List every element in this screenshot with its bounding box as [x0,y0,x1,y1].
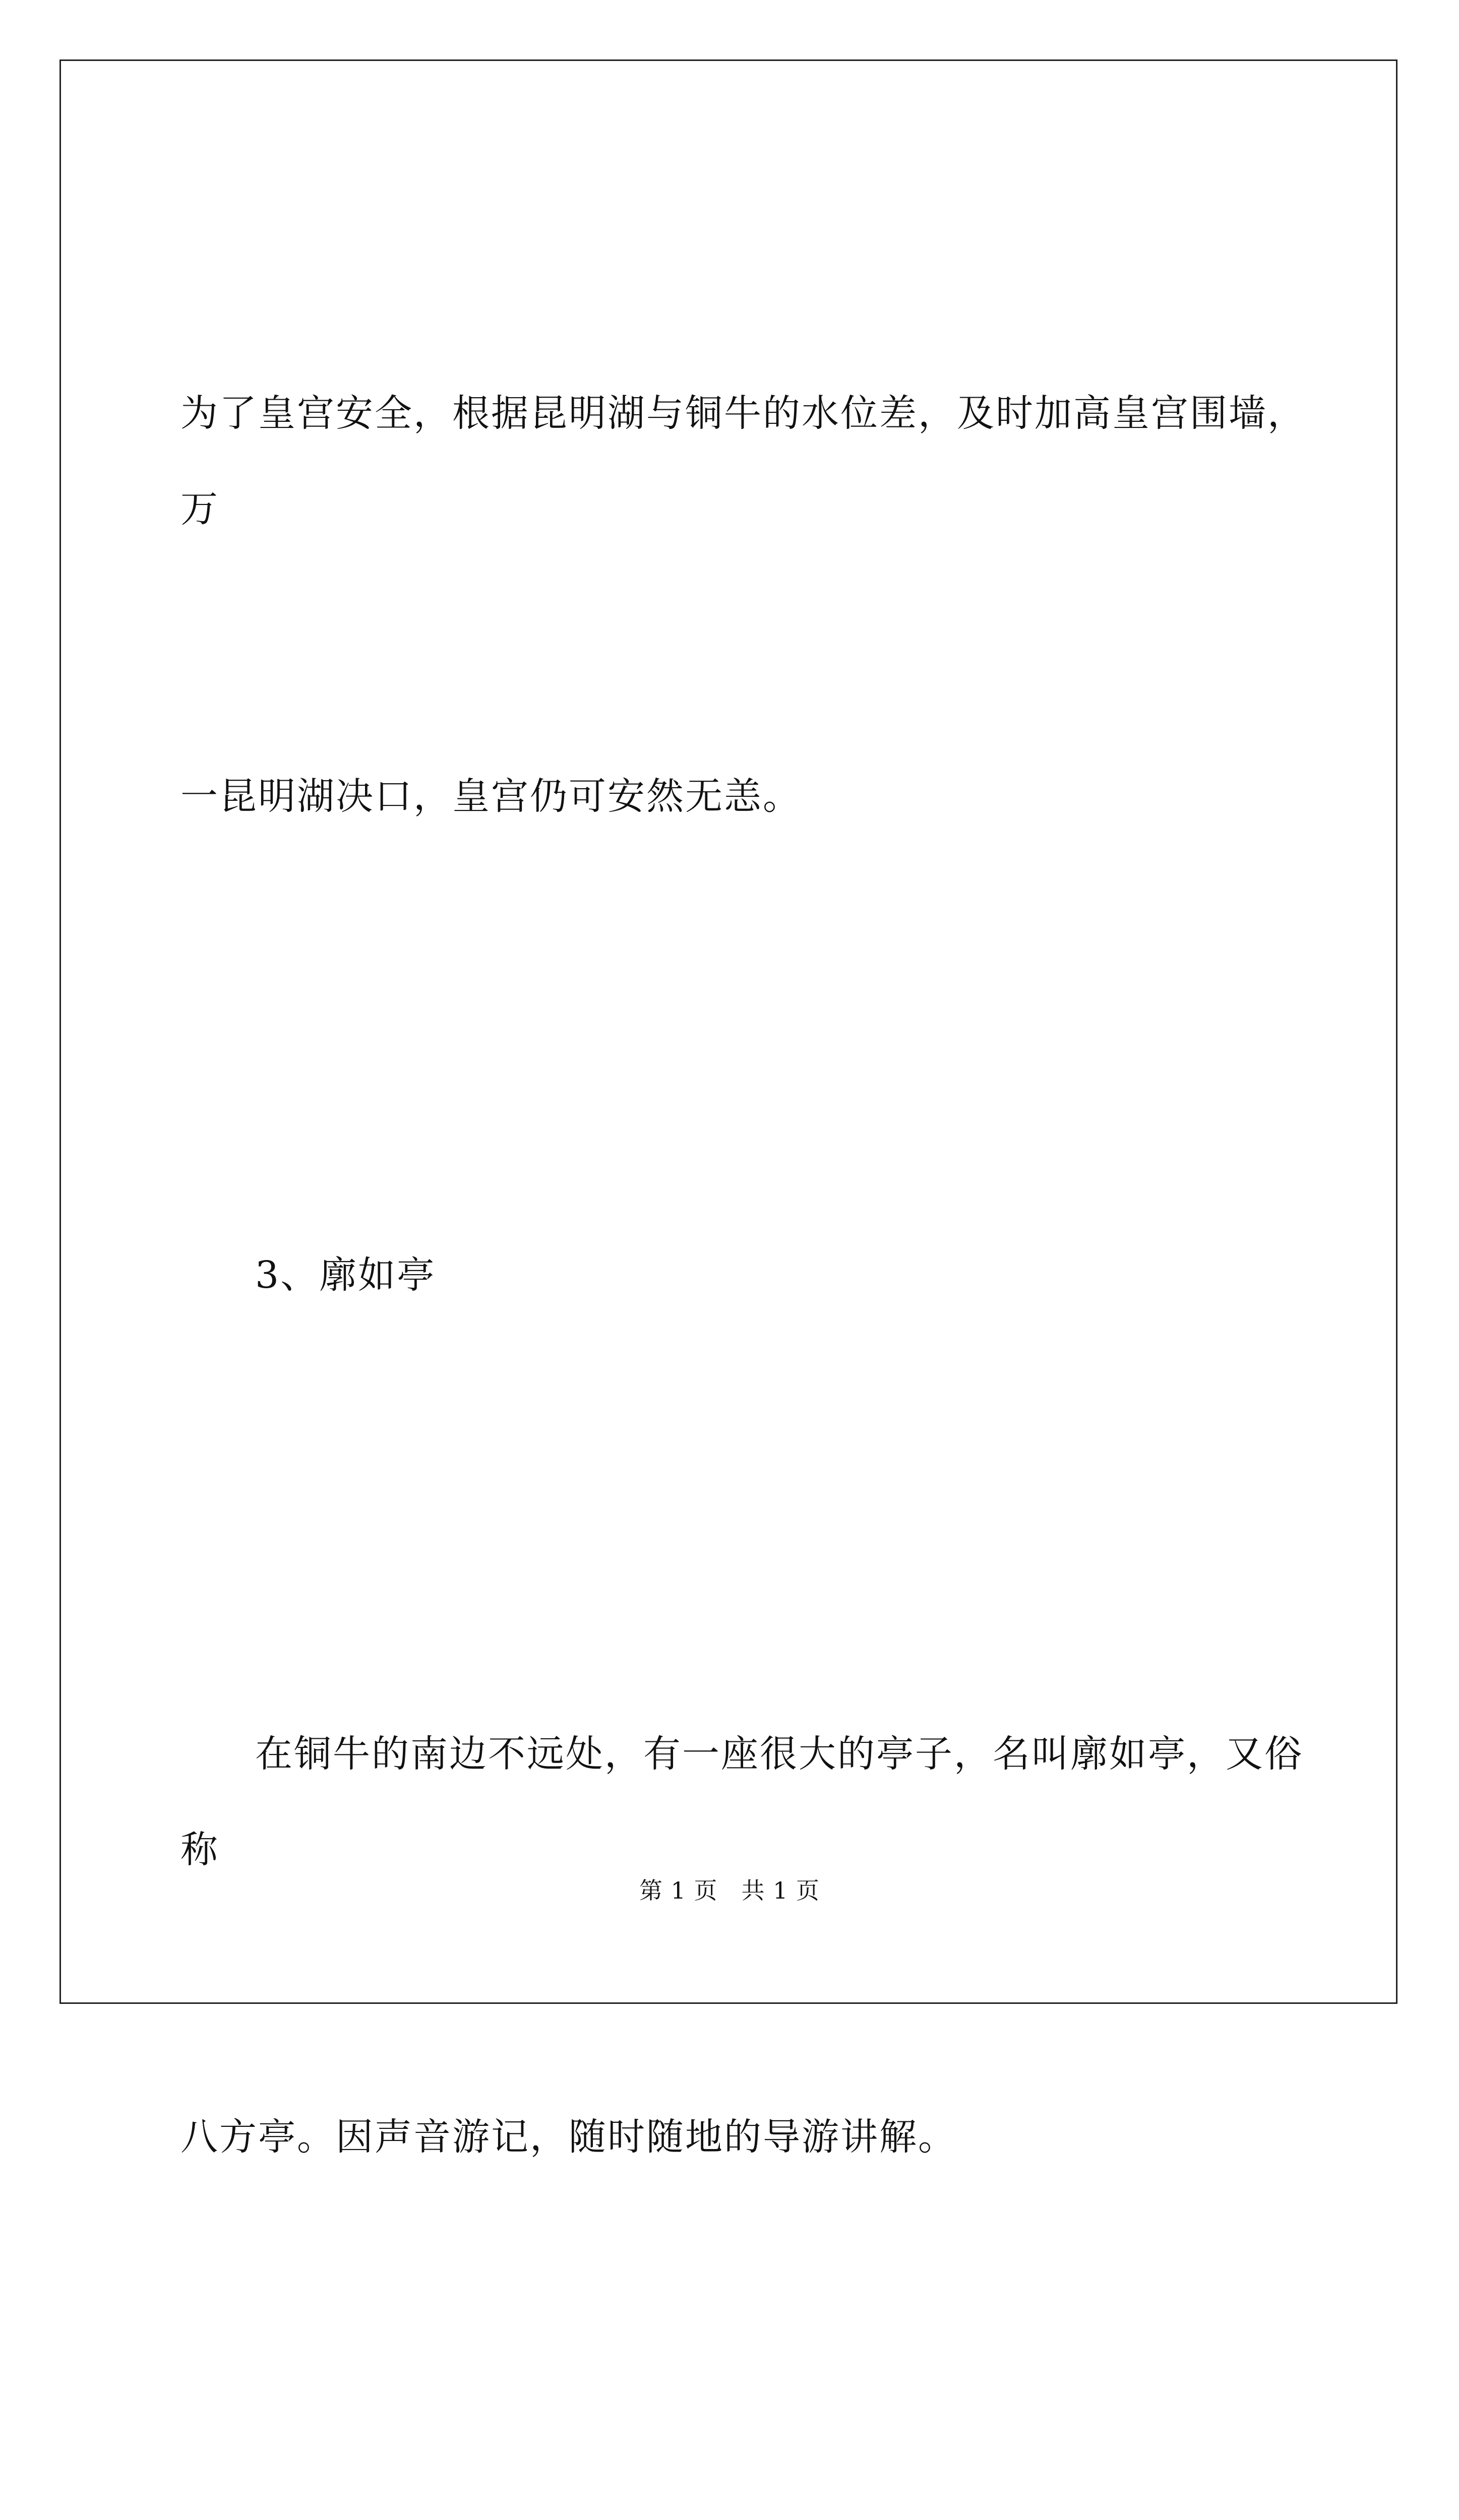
paragraph [180,2376,1309,2520]
section-heading [180,1036,1309,1515]
paragraph [180,1515,1309,2376]
text-line: 为了皇宫安全，根据昆明湖与铜牛的水位差，及时加高皇宫围墙，万 [180,392,1306,531]
paragraph [180,174,1309,1036]
text-line: 八方亭。因声音游记，随时随地的导游讲解。 [180,2115,957,2159]
text-line: 在铜牛的南边不远处，有一座很大的亭子，名叫廓如亭，又俗称 [180,1732,1303,1871]
page-footer: 第 1 页 共 1 页 [639,1877,820,1904]
document-body [180,174,1309,2520]
text-line: 3、廓如亭 [255,1253,436,1297]
text-line: 一昆明湖决口，皇宫仍可安然无恙。 [180,775,802,818]
